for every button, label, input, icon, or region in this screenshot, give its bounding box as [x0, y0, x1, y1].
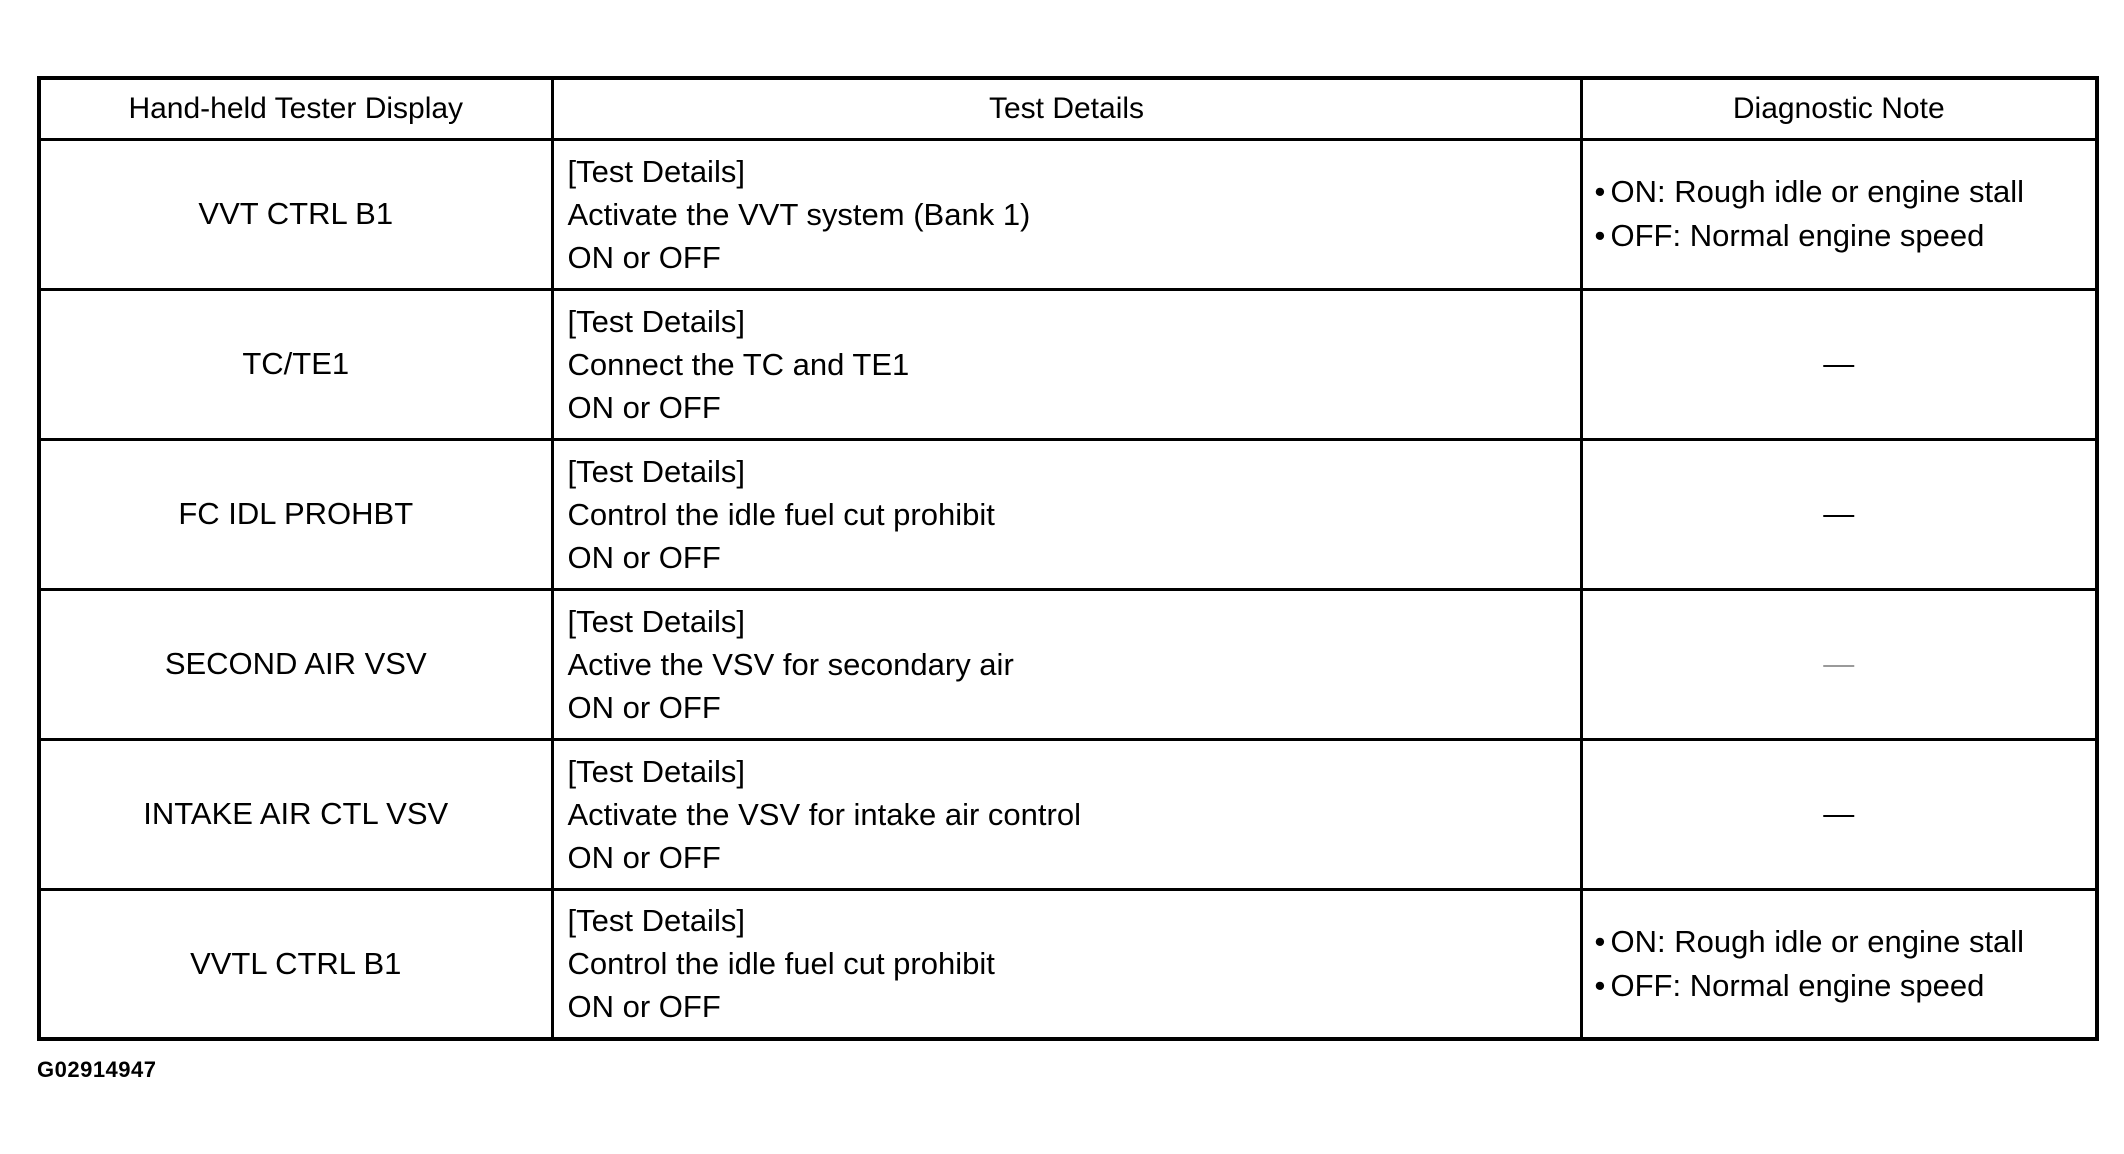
- header-tester-display: Hand-held Tester Display: [39, 78, 552, 139]
- not-applicable-dash: —: [1823, 646, 1855, 681]
- table-row: [39, 589, 2097, 739]
- test-details-description: Activate the VVT system (Bank 1): [567, 196, 1031, 232]
- test-details-cell: [552, 439, 1581, 589]
- test-details-description: Connect the TC and TE1: [567, 346, 910, 382]
- test-details-states: ON or OFF: [567, 239, 721, 275]
- table-row: [39, 289, 2097, 439]
- note-item: [1595, 964, 2096, 1008]
- note-text: OFF: Normal engine speed: [1610, 967, 1985, 1003]
- note-text: ON: Rough idle or engine stall: [1610, 174, 2025, 209]
- note-text: ON: Rough idle or engine stall: [1610, 923, 2025, 959]
- note-item: [1595, 214, 2096, 258]
- tester-display-cell: FC IDL PROHBT: [39, 439, 552, 589]
- test-details-description: Active the VSV for secondary air: [567, 646, 1014, 682]
- tester-display-cell: VVT CTRL B1: [39, 139, 552, 289]
- table-row: [39, 439, 2097, 589]
- tester-display-cell: VVTL CTRL B1: [39, 889, 552, 1039]
- test-details-states: ON or OFF: [567, 689, 721, 725]
- diagnostic-note-cell: [1581, 589, 2097, 739]
- not-applicable-dash: —: [1823, 346, 1855, 381]
- tester-display-cell: INTAKE AIR CTL VSV: [39, 739, 552, 889]
- test-details-heading: [Test Details]: [567, 603, 745, 639]
- test-details-heading: [Test Details]: [567, 753, 745, 789]
- test-details-description: Control the idle fuel cut prohibit: [567, 496, 995, 532]
- bullet-icon: •: [1594, 923, 1606, 959]
- tester-display-cell: SECOND AIR VSV: [39, 589, 552, 739]
- diagnostic-note-cell: [1581, 739, 2097, 889]
- table-row: [39, 139, 2097, 289]
- test-details-cell: [552, 289, 1581, 439]
- diagnostic-note-cell: [1581, 439, 2097, 589]
- test-details-heading: [Test Details]: [567, 903, 745, 939]
- test-details-states: ON or OFF: [567, 389, 721, 425]
- not-applicable-dash: —: [1823, 796, 1855, 831]
- header-test-details: Test Details: [552, 78, 1581, 139]
- test-details-heading: [Test Details]: [567, 453, 745, 489]
- active-test-table: [37, 76, 2099, 1041]
- note-item: [1595, 920, 2096, 964]
- table-header-row: [39, 78, 2097, 139]
- note-text: OFF: Normal engine speed: [1610, 218, 1985, 253]
- bullet-icon: •: [1594, 174, 1606, 209]
- test-details-heading: [Test Details]: [567, 303, 745, 339]
- table-row: [39, 739, 2097, 889]
- tester-display-cell: TC/TE1: [39, 289, 552, 439]
- test-details-states: ON or OFF: [567, 989, 721, 1025]
- diagnostic-note-cell: [1581, 139, 2097, 289]
- test-details-states: ON or OFF: [567, 839, 721, 875]
- diagnostic-note-cell: [1581, 889, 2097, 1039]
- test-details-cell: [552, 739, 1581, 889]
- test-details-states: ON or OFF: [567, 539, 721, 575]
- test-details-heading: [Test Details]: [567, 153, 745, 189]
- test-details-description: Activate the VSV for intake air control: [567, 796, 1081, 832]
- not-applicable-dash: —: [1823, 496, 1855, 531]
- test-details-cell: [552, 139, 1581, 289]
- diagnostic-note-cell: [1581, 289, 2097, 439]
- bullet-icon: •: [1594, 218, 1606, 253]
- test-details-description: Control the idle fuel cut prohibit: [567, 946, 995, 982]
- note-item: [1595, 170, 2096, 214]
- bullet-icon: •: [1594, 967, 1606, 1003]
- test-details-cell: [552, 589, 1581, 739]
- figure-code: G02914947: [37, 1057, 157, 1082]
- table-row: [39, 889, 2097, 1039]
- header-diagnostic-note: Diagnostic Note: [1581, 78, 2097, 139]
- test-details-cell: [552, 889, 1581, 1039]
